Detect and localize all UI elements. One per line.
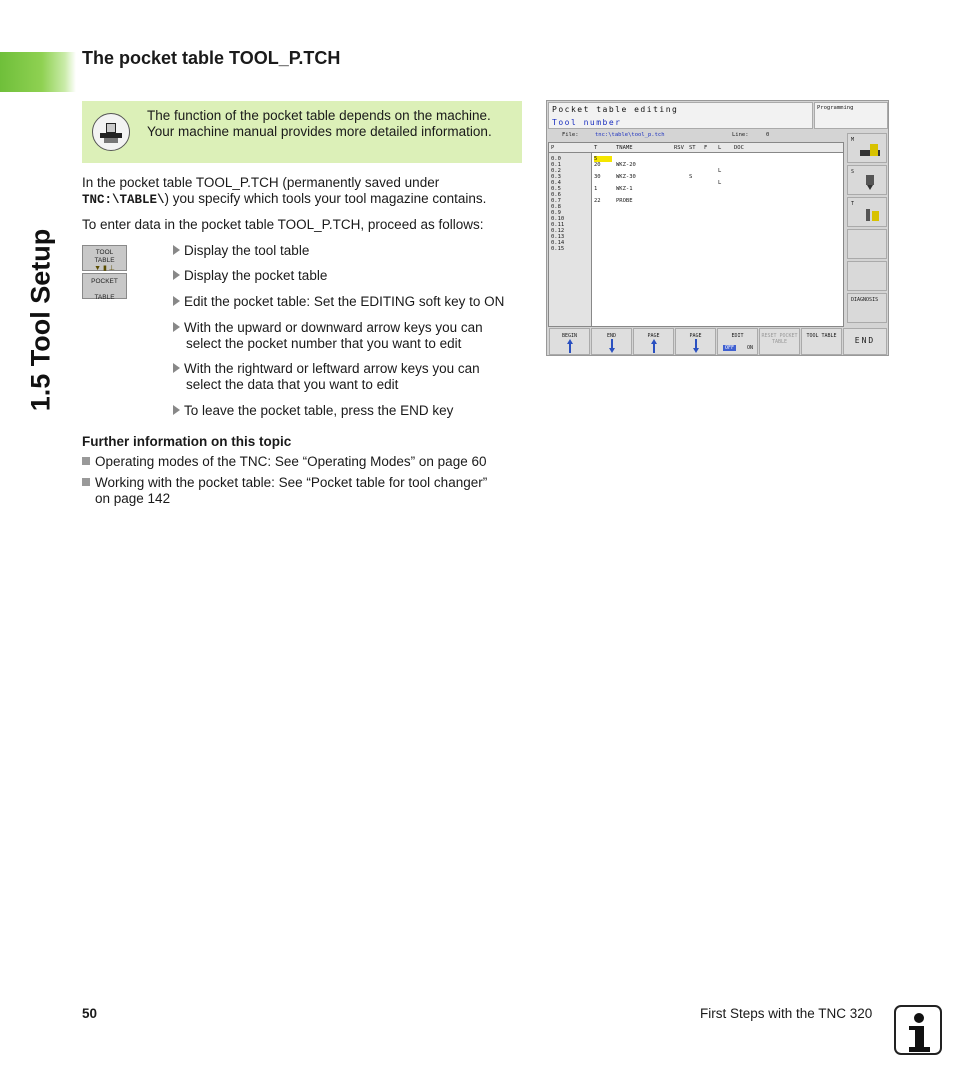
softkey-end[interactable]: END: [843, 328, 887, 355]
locked-cell: L: [718, 168, 722, 174]
step-text: Display the pocket table: [184, 268, 328, 283]
pocket-number: 0.11: [551, 222, 565, 228]
pocket-number: 0.9: [551, 210, 561, 216]
pocket-table-softkey-line1: POCKET: [91, 278, 118, 285]
step-item: [173, 268, 533, 284]
tool-name-cell: WKZ-1: [616, 186, 633, 192]
step-text: Edit the pocket table: Set the EDITING soft key to ON: [184, 294, 505, 309]
enter-data-paragraph: To enter data in the pocket table TOOL_P.TCH, proceed as follows:: [82, 217, 484, 232]
softkey-edit[interactable]: EDIT OFF ON: [717, 328, 758, 355]
pocket-table-softkey: [82, 273, 127, 299]
tool-number-cell: 1: [594, 186, 598, 192]
spindle-icon: [856, 142, 884, 158]
further-info-title: Further information on this topic: [82, 434, 292, 449]
intro-path: TNC:\TABLE\: [82, 193, 165, 207]
spindle-speed-icon: [856, 174, 884, 190]
pocket-number: 0.5: [551, 186, 561, 192]
chapter-tab: [0, 52, 76, 92]
file-path: tnc:\table\tool_p.tch: [595, 132, 665, 138]
step-text-cont: select the pocket number that you want to edit: [186, 336, 462, 351]
softkey-empty[interactable]: [847, 261, 887, 291]
pocket-table: [548, 142, 844, 327]
step-arrow-icon: [173, 322, 180, 332]
step-arrow-icon: [173, 363, 180, 373]
tool-number-cell: 20: [594, 162, 601, 168]
step-text: To leave the pocket table, press the END key: [184, 403, 454, 418]
footer-title: First Steps with the TNC 320: [700, 1006, 873, 1021]
pocket-number: 0.6: [551, 192, 561, 198]
locked-cell: L: [718, 180, 722, 186]
column-header: DOC: [734, 145, 744, 151]
step-item: [173, 243, 533, 259]
tool-table-softkey-line1: TOOL: [95, 249, 114, 256]
softkey-page-down[interactable]: PAGE: [675, 328, 716, 355]
step-item: [173, 320, 533, 352]
pocket-number: 0.8: [551, 204, 561, 210]
step-text: With the rightward or leftward arrow keys you can: [184, 361, 480, 376]
pocket-number: 0.12: [551, 228, 565, 234]
pocket-table-softkey-line2: TABLE: [94, 294, 115, 301]
pocket-number: 0.13: [551, 234, 565, 240]
column-header: L: [718, 145, 722, 151]
softkey-end-line[interactable]: END: [591, 328, 632, 355]
tool-table-softkey-line2: TABLE: [94, 257, 115, 264]
column-header: ST: [689, 145, 696, 151]
column-header: P: [551, 145, 555, 151]
tool-number-cell: 5: [594, 156, 612, 162]
line-value: 0: [766, 132, 770, 138]
tnc-screenshot: [546, 100, 889, 356]
table-header: [549, 143, 843, 153]
further-info-item: [82, 475, 527, 507]
arrow-up-icon: [651, 339, 657, 353]
column-header: T: [594, 145, 598, 151]
pocket-number: 0.14: [551, 240, 565, 246]
tool-number-cell: 22: [594, 198, 601, 204]
tool-name-cell: PROBE: [616, 198, 633, 204]
vertical-softkeys: [845, 131, 889, 327]
column-header: F: [704, 145, 708, 151]
step-text-cont: select the data that you want to edit: [186, 377, 399, 392]
section-heading: The pocket table TOOL_P.TCH: [82, 48, 341, 68]
step-arrow-icon: [173, 296, 180, 306]
column-header: RSV: [674, 145, 684, 151]
chapter-side-title-text: 1.5 Tool Setup: [25, 228, 56, 412]
pocket-number: 0.10: [551, 216, 565, 222]
arrow-down-icon: [693, 339, 699, 353]
pocket-number: 0.7: [551, 198, 561, 204]
bullet-square-icon: [82, 457, 90, 465]
step-arrow-icon: [173, 245, 180, 255]
pocket-number: 0.4: [551, 180, 561, 186]
softkey-diagnosis[interactable]: DIAGNOSIS: [847, 293, 887, 323]
chapter-side-title: [26, 230, 56, 410]
softkey-m[interactable]: M: [847, 133, 887, 163]
step-arrow-icon: [173, 405, 180, 415]
pocket-number: 0.15: [551, 246, 565, 252]
edit-toggle[interactable]: OFF ON: [725, 345, 753, 351]
arrow-down-icon: [609, 339, 615, 353]
further-info-text: Working with the pocket table: See “Pocket table for tool changer”: [95, 475, 488, 490]
step-text: Display the tool table: [184, 243, 310, 258]
softkey-tool-table[interactable]: TOOL TABLE: [801, 328, 842, 355]
step-text: With the upward or downward arrow keys you can: [184, 320, 483, 335]
note-text: The function of the pocket table depends on the machine. Your machine manual provides more detailed information.: [147, 108, 492, 139]
intro-text-a: In the pocket table TOOL_P.TCH (permanently saved under: [82, 175, 440, 190]
intro-paragraph: [82, 175, 522, 208]
screen-header: [548, 102, 813, 129]
step-item: [173, 294, 533, 310]
tool-name-cell: WKZ-30: [616, 174, 636, 180]
softkey-t[interactable]: T: [847, 197, 887, 227]
further-info-text-cont: on page 142: [95, 491, 171, 506]
machine-dependent-icon: [92, 113, 130, 151]
step-item: [173, 361, 533, 393]
screen-subtitle: Tool number: [552, 118, 622, 127]
further-info-item: [82, 454, 527, 470]
info-icon: [894, 1005, 942, 1055]
tool-table-softkey: [82, 245, 127, 271]
arrow-up-icon: [567, 339, 573, 353]
step-arrow-icon: [173, 270, 180, 280]
page-number: 50: [82, 1006, 98, 1021]
tool-icons: ▼ ▮ ⊥: [94, 265, 115, 272]
further-info-text: Operating modes of the TNC: See “Operating Modes” on page 60: [95, 454, 487, 469]
horizontal-softkeys: [548, 328, 888, 355]
screen-title: Pocket table editing: [552, 105, 679, 114]
screen-file-line: [548, 131, 844, 141]
line-label: Line:: [732, 132, 749, 138]
screen-mode: Programming: [814, 102, 888, 129]
tool-call-icon: [856, 206, 884, 222]
softkey-reset-pocket-table[interactable]: RESET POCKET TABLE: [759, 328, 800, 355]
special-tool-cell: S: [689, 174, 693, 180]
machine-note: [82, 101, 522, 163]
bullet-square-icon: [82, 478, 90, 486]
step-item: [173, 403, 533, 419]
softkey-begin[interactable]: BEGIN: [549, 328, 590, 355]
tool-name-cell: WKZ-20: [616, 162, 636, 168]
intro-text-b: ) you specify which tools your tool magazine contains.: [164, 191, 487, 206]
column-header: TNAME: [616, 145, 633, 151]
pocket-number: 0.2: [551, 168, 561, 174]
pocket-number: 0.1: [551, 162, 561, 168]
file-label: File:: [562, 132, 579, 138]
softkey-page-up[interactable]: PAGE: [633, 328, 674, 355]
pocket-number: 0.3: [551, 174, 561, 180]
tool-number-cell: 30: [594, 174, 601, 180]
softkey-s[interactable]: S: [847, 165, 887, 195]
pocket-number: 0.0: [551, 156, 561, 162]
softkey-empty[interactable]: [847, 229, 887, 259]
